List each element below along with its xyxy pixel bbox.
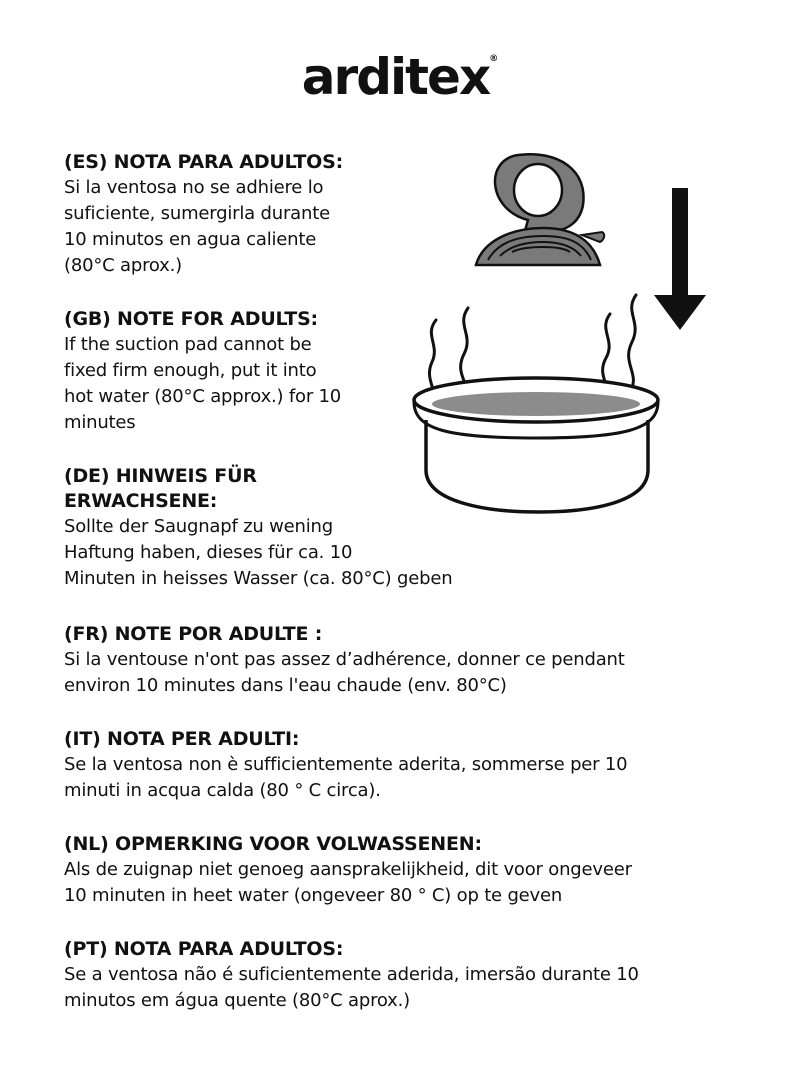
- note-pt-body: Se a ventosa não é suficientemente aderida, imersão durante 10 minutos em água quente (80°C aprox.): [64, 964, 639, 1011]
- note-it-body: Se la ventosa non è sufficientemente aderita, sommerse per 10 minuti in acqua calda (80 ° C circa).: [64, 754, 628, 801]
- cooking-pot-icon: [414, 378, 658, 512]
- note-gb: [64, 307, 394, 436]
- note-pt-heading: (PT) NOTA PARA ADULTOS:: [64, 938, 344, 960]
- note-es-body: Si la ventosa no se adhiere lo suficiente, sumergirla durante 10 minutos en agua caliente (80°C aprox.): [64, 177, 330, 276]
- note-fr: [64, 622, 764, 699]
- note-it: [64, 727, 764, 804]
- note-nl-heading: (NL) OPMERKING VOOR VOLWASSENEN:: [64, 833, 482, 855]
- note-fr-body: Si la ventouse n'ont pas assez d’adhérence, donner ce pendant environ 10 minutes dans l'eau chaude (env. 80°C): [64, 649, 625, 696]
- note-gb-heading: (GB) NOTE FOR ADULTS:: [64, 308, 318, 330]
- note-it-heading: (IT) NOTA PER ADULTI:: [64, 728, 300, 750]
- note-es-heading: (ES) NOTA PARA ADULTOS:: [64, 151, 343, 173]
- note-es: [64, 150, 394, 279]
- registered-mark: ®: [489, 54, 499, 64]
- note-pt: [64, 937, 764, 1014]
- instruction-illustration: [388, 130, 740, 530]
- note-fr-heading: (FR) NOTE POR ADULTE :: [64, 623, 323, 645]
- down-arrow-icon: [654, 188, 706, 330]
- note-gb-body: If the suction pad cannot be fixed firm enough, put it into hot water (80°C approx.) for 10 minutes: [64, 334, 342, 433]
- note-nl: [64, 832, 784, 909]
- note-de-heading: (DE) HINWEIS FÜR ERWACHSENE:: [64, 465, 257, 512]
- note-de-body: Sollte der Saugnapf zu wening Haftung haben, dieses für ca. 10 Minuten in heisses Wasser (ca. 80°C) geben: [64, 516, 453, 589]
- suction-cup-icon: [476, 154, 604, 265]
- brand-logo: [0, 48, 800, 106]
- note-nl-body: Als de zuignap niet genoeg aansprakelijkheid, dit voor ongeveer 10 minuten in heet water (ongeveer 80 ° C) op te geven: [64, 859, 632, 906]
- brand-logo-text: arditex: [301, 48, 490, 106]
